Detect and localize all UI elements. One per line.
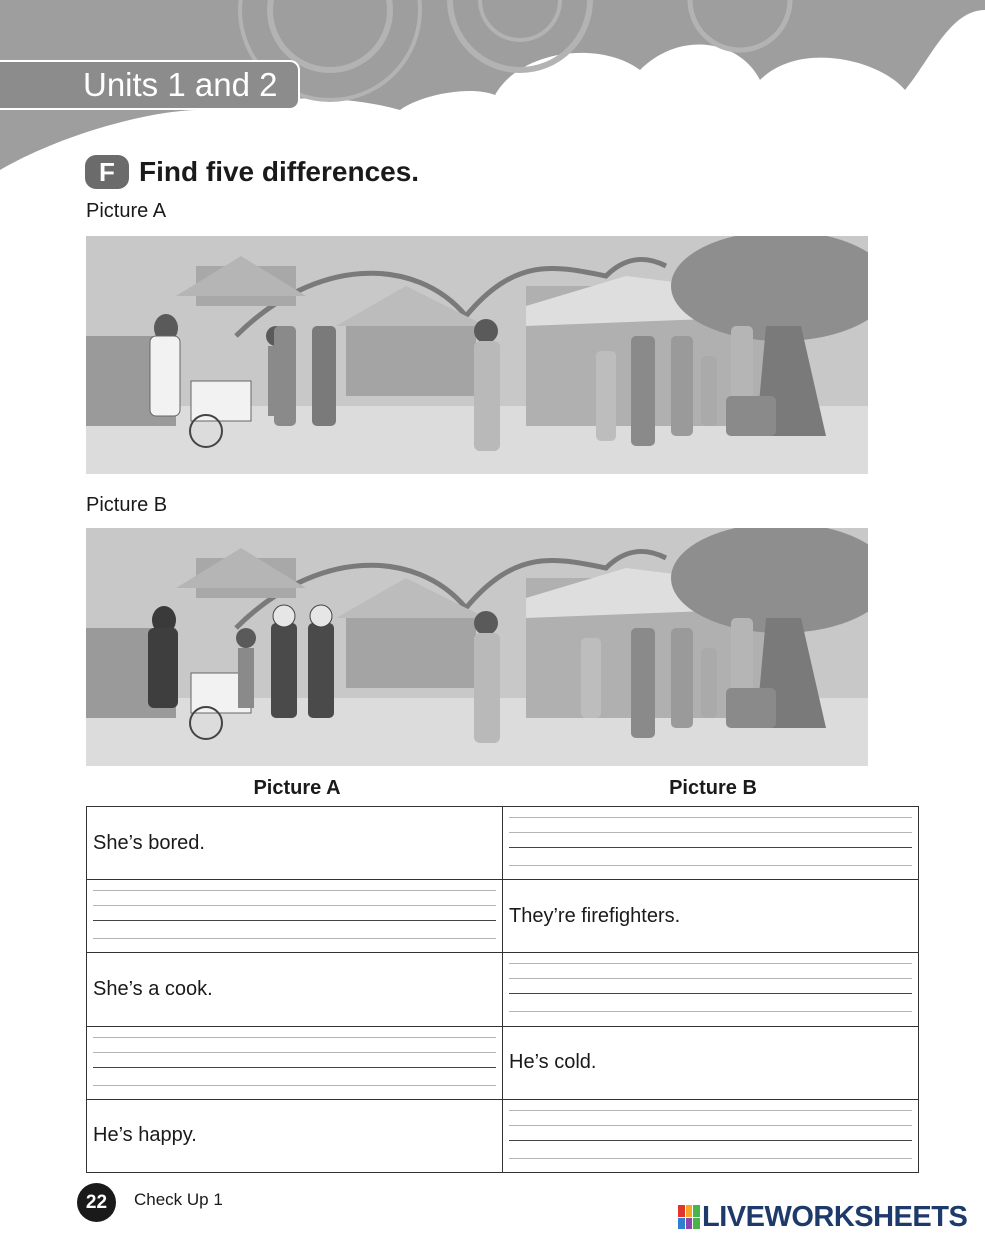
answer-field-a-2[interactable]: [87, 880, 503, 953]
table-row: [87, 1099, 919, 1172]
writing-lines: [93, 886, 496, 946]
section-instruction: Find five differences.: [139, 156, 420, 187]
writing-lines: [509, 959, 912, 1019]
answer-field-b-5[interactable]: [503, 1099, 919, 1172]
unit-title-tab: Units 1 and 2: [0, 60, 300, 110]
picture-b-label: Picture B: [86, 494, 168, 516]
cell-b-4: He’s cold.: [503, 1026, 919, 1099]
section-badge: F: [85, 155, 129, 189]
liveworksheets-logo-icon: [678, 1205, 700, 1229]
picture-a-scene: [86, 236, 868, 474]
liveworksheets-logo[interactable]: [678, 1200, 967, 1234]
answer-field-b-3[interactable]: [503, 953, 919, 1026]
police-officer-figure: [148, 606, 178, 708]
logo-block: [686, 1205, 693, 1217]
liveworksheets-logo-text: LIVEWORKSHEETS: [702, 1200, 968, 1233]
column-header-picture-b: Picture B: [669, 777, 757, 799]
logo-block: [686, 1218, 693, 1230]
footer-label: Check Up 1: [134, 1190, 223, 1209]
column-header-picture-a: Picture A: [253, 777, 341, 799]
section-heading: [85, 154, 419, 190]
answer-field-b-1[interactable]: [503, 807, 919, 880]
logo-block: [693, 1205, 700, 1217]
picture-a-label: Picture A: [86, 200, 167, 222]
cell-a-5: He’s happy.: [87, 1099, 503, 1172]
cell-a-1: She’s bored.: [87, 807, 503, 880]
logo-block: [678, 1218, 685, 1230]
table-row: [87, 953, 919, 1026]
writing-lines: [509, 813, 912, 873]
cell-b-2: They’re firefighters.: [503, 880, 919, 953]
writing-lines: [509, 1106, 912, 1166]
table-row: [87, 880, 919, 953]
writing-lines: [93, 1033, 496, 1093]
logo-block: [693, 1218, 700, 1230]
picture-b-scene: [86, 528, 868, 766]
cell-a-3: She’s a cook.: [87, 953, 503, 1026]
table-row: [87, 1026, 919, 1099]
cook-figure: [150, 314, 180, 416]
answer-field-a-4[interactable]: [87, 1026, 503, 1099]
page-number-badge: 22: [77, 1183, 116, 1222]
logo-block: [678, 1205, 685, 1217]
differences-table: [86, 806, 919, 1173]
table-row: [87, 807, 919, 880]
